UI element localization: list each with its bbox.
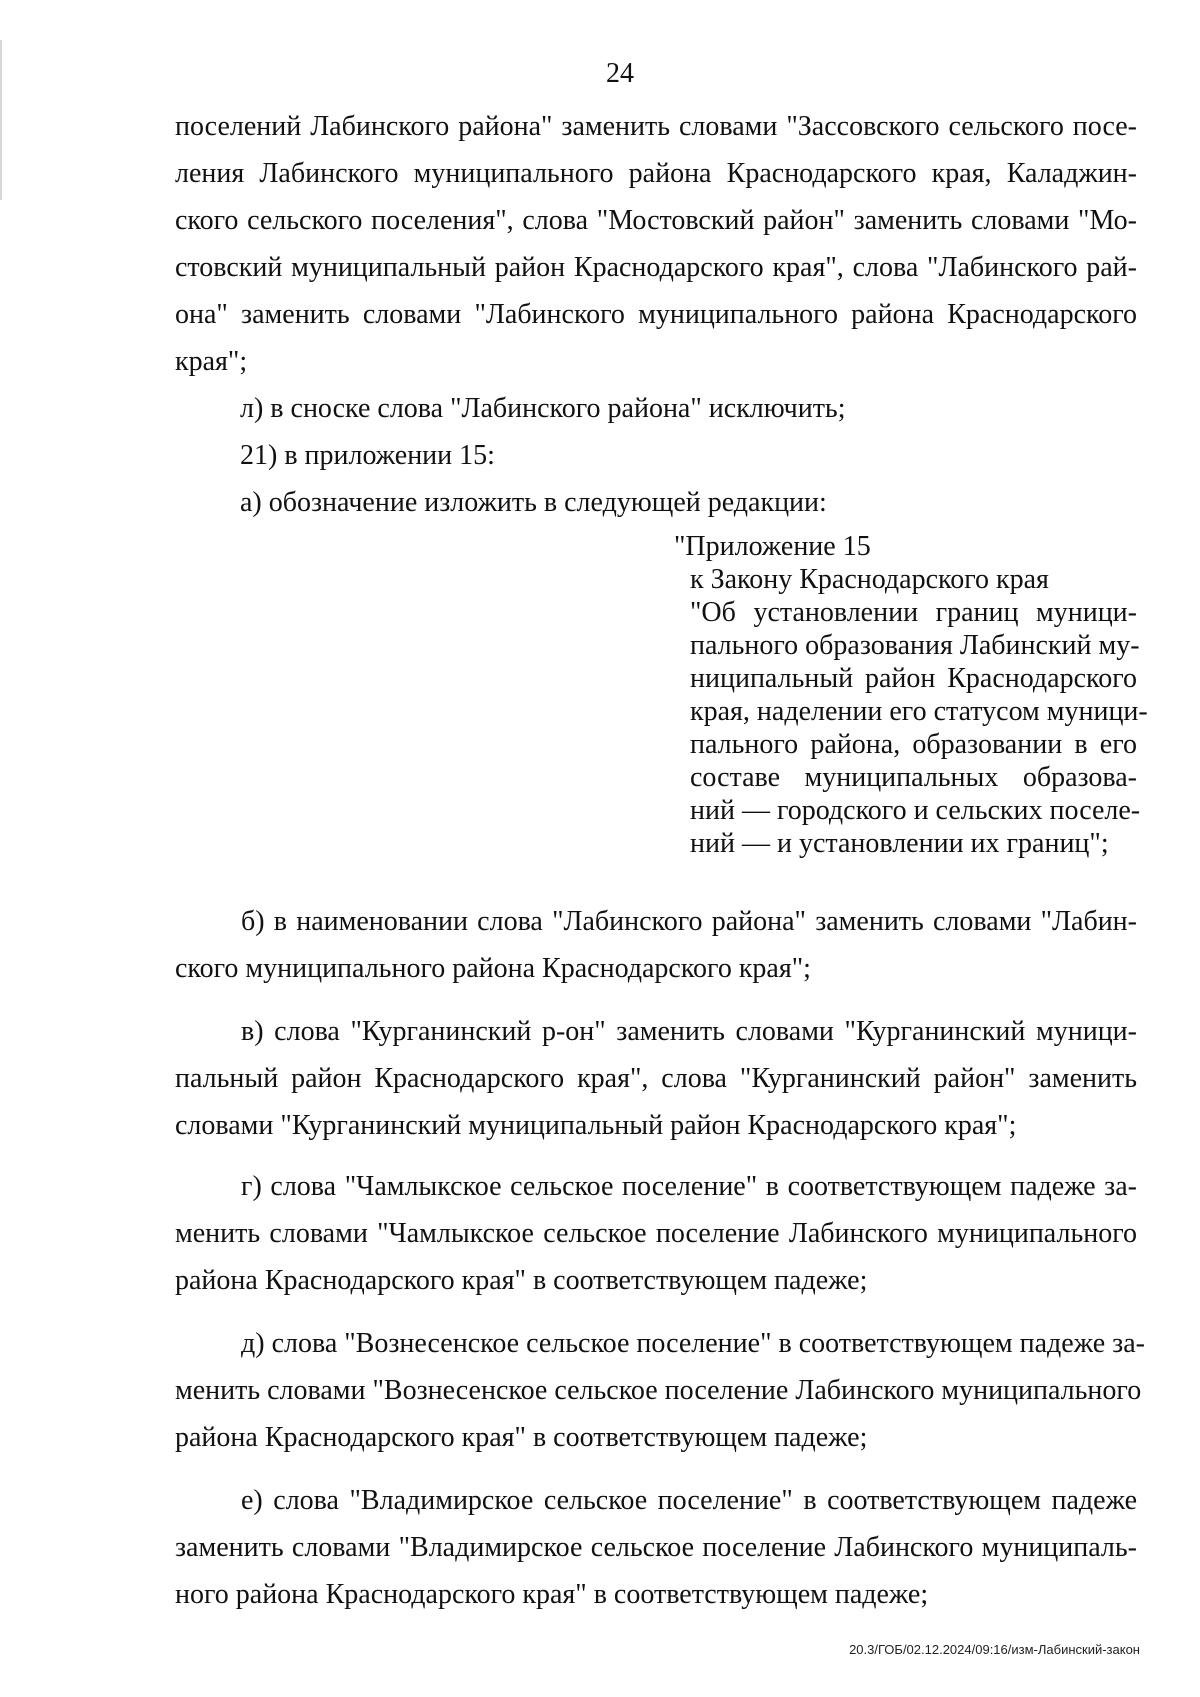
item-g-line: района Краснодарского края" в соответствующем падеже; [175, 1265, 868, 1296]
item-v-line: в) слова "Курганинский р-он" заменить словами "Курганинский муници- [241, 1016, 1137, 1047]
appendix-line: ний — и установлении их границ"; [690, 828, 1109, 859]
appendix-line: ниципальный район Краснодарского [690, 663, 1137, 694]
appendix-subtitle: к Закону Краснодарского края [690, 564, 1049, 595]
item-g-line: менить словами "Чамлыкское сельское поселение Лабинского муниципального [175, 1218, 1137, 1249]
paragraph-line: она" заменить словами "Лабинского муниципального района Краснодарского [175, 299, 1137, 330]
item-d-line: района Краснодарского края" в соответствующем падеже; [175, 1422, 868, 1453]
paragraph-line: ления Лабинского муниципального района Краснодарского края, Каладжин- [175, 158, 1137, 189]
item-e-line: е) слова "Владимирское сельское поселение" в соответствующем падеже [241, 1485, 1137, 1516]
paragraph-line: поселений Лабинского района" заменить словами "Зассовского сельского посе- [175, 111, 1137, 142]
item-e-line: заменить словами "Владимирское сельское поселение Лабинского муниципаль- [175, 1532, 1137, 1563]
document-footer-code: 20.3/ГОБ/02.12.2024/09:16/изм-Лабинский-закон [849, 1642, 1140, 1657]
appendix-title: "Приложение 15 [674, 531, 871, 562]
item-v-line: пальный район Краснодарского края", слова "Курганинский район" заменить [175, 1063, 1137, 1094]
paragraph-line: края"; [175, 346, 248, 377]
item-d-line: менить словами "Вознесенское сельское поселение Лабинского муниципального [175, 1375, 1142, 1406]
item-b-line: ского муниципального района Краснодарского края"; [175, 953, 811, 984]
paragraph-line: стовский муниципальный район Краснодарского края", слова "Лабинского рай- [175, 252, 1137, 283]
page-number: 24 [606, 58, 634, 89]
appendix-line: пального района, образовании в его [690, 729, 1137, 760]
item-d-line: д) слова "Вознесенское сельское поселение" в соответствующем падеже за- [241, 1328, 1145, 1359]
item-b-line: б) в наименовании слова "Лабинского района" заменить словами "Лабин- [241, 906, 1137, 937]
item-l: л) в сноске слова "Лабинского района" исключить; [240, 393, 846, 424]
appendix-line: ний — городского и сельских поселе- [690, 795, 1141, 826]
appendix-line: "Об установлении границ муници- [690, 597, 1137, 628]
appendix-line: пального образования Лабинский му- [690, 630, 1140, 661]
appendix-line: края, наделении его статусом муници- [690, 696, 1148, 727]
item-21: 21) в приложении 15: [240, 440, 495, 471]
item-v-line: словами "Курганинский муниципальный район Краснодарского края"; [175, 1110, 1017, 1141]
paragraph-line: ского сельского поселения", слова "Мостовский район" заменить словами "Мо- [175, 205, 1137, 236]
item-e-line: ного района Краснодарского края" в соответствующем падеже; [175, 1579, 929, 1610]
item-g-line: г) слова "Чамлыкское сельское поселение" в соответствующем падеже за- [241, 1171, 1137, 1202]
item-a: а) обозначение изложить в следующей редакции: [240, 487, 827, 518]
appendix-line: составе муниципальных образова- [690, 762, 1137, 793]
